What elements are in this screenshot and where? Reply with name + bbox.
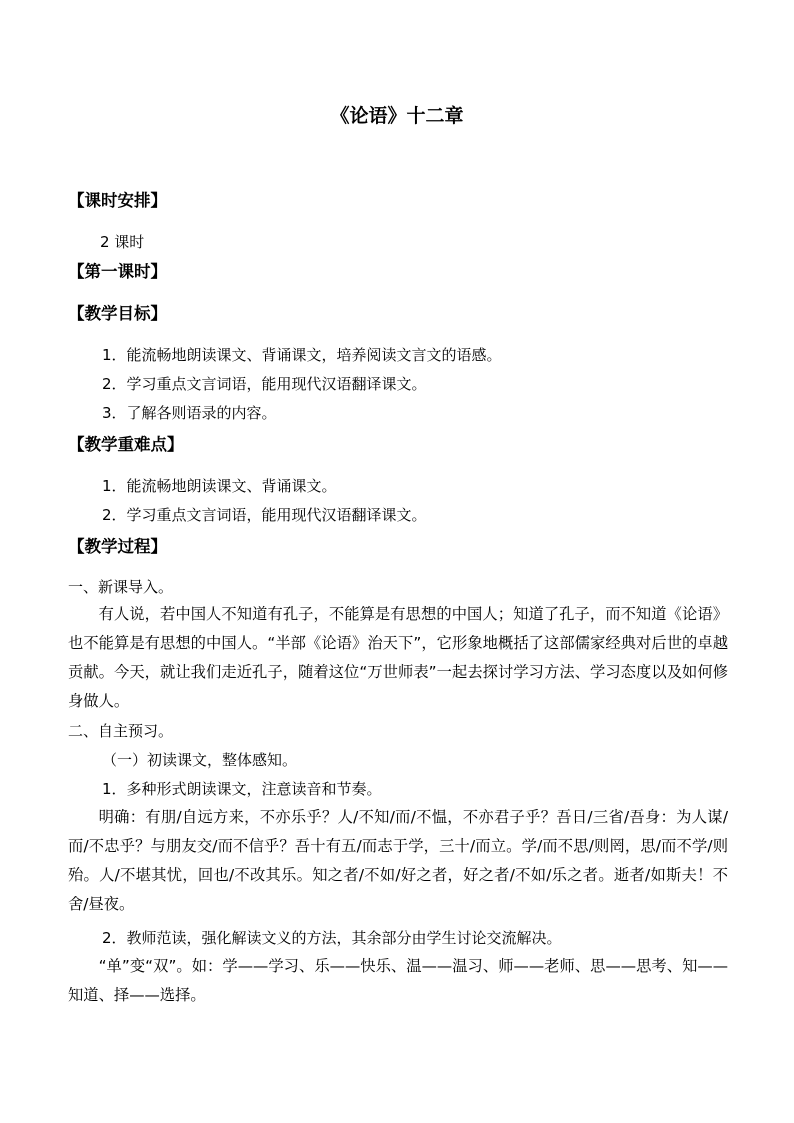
single-double-paragraph: “单”变“双”。如：学——学习、乐——快乐、温——温习、师——老师、思——思考、知——知道、择——选择。	[68, 957, 728, 1004]
preview-item: 2．教师范读，强化解读文义的方法，其余部分由学生讨论交流解决。	[102, 929, 562, 947]
key-point-item: 2．学习重点文言词语，能用现代汉语翻译课文。	[102, 506, 427, 524]
intro-paragraph: 有人说，若中国人不知道有孔子，不能算是有思想的中国人；知道了孔子，而不知道《论语》也不能算是有思想的中国人。“半部《论语》治天下”，它形象地概括了这部儒家经典对后世的卓越贡献。今天，就让我们走近孔子，随着这位“万世师表”一起去探讨学习方法、学习态度以及如何修身做人。	[68, 605, 728, 710]
preview-item: 1．多种形式朗读课文，注意读音和节奏。	[102, 780, 382, 798]
goal-item: 3．了解各则语录的内容。	[102, 404, 277, 422]
first-lesson-heading: 【第一课时】	[68, 262, 167, 281]
goal-item: 2．学习重点文言词语，能用现代汉语翻译课文。	[102, 375, 427, 393]
key-points-heading: 【教学重难点】	[68, 435, 184, 454]
schedule-heading: 【课时安排】	[68, 191, 167, 210]
goal-item: 1．能流畅地朗读课文、背诵课文，培养阅读文言文的语感。	[102, 346, 502, 364]
document-title: 《论语》十二章	[330, 105, 464, 127]
step-two-label: 二、自主预习。	[68, 722, 174, 740]
key-point-item: 1．能流畅地朗读课文、背诵课文。	[102, 477, 337, 495]
process-heading: 【教学过程】	[68, 537, 167, 556]
clarify-paragraph: 明确：有朋/自远方来，不亦乐乎？人/不知/而/不愠，不亦君子乎？吾日/三省/吾身：为人谋/而/不忠乎？与朋友交/而不信乎？吾十有五/而志于学，三十/而立。学/而不思/则罔，思/而不学/则殆。人/不堪其忧，回也/不改其乐。知之者/不如/好之者，好之者/不如/乐之者。逝者/如斯夫！不舍/昼夜。	[68, 808, 728, 913]
step-one-label: 一、新课导入。	[68, 578, 174, 596]
goals-heading: 【教学目标】	[68, 304, 167, 323]
schedule-value: 2 课时	[100, 233, 145, 251]
sub-section-label: （一）初读课文，整体感知。	[102, 751, 298, 769]
